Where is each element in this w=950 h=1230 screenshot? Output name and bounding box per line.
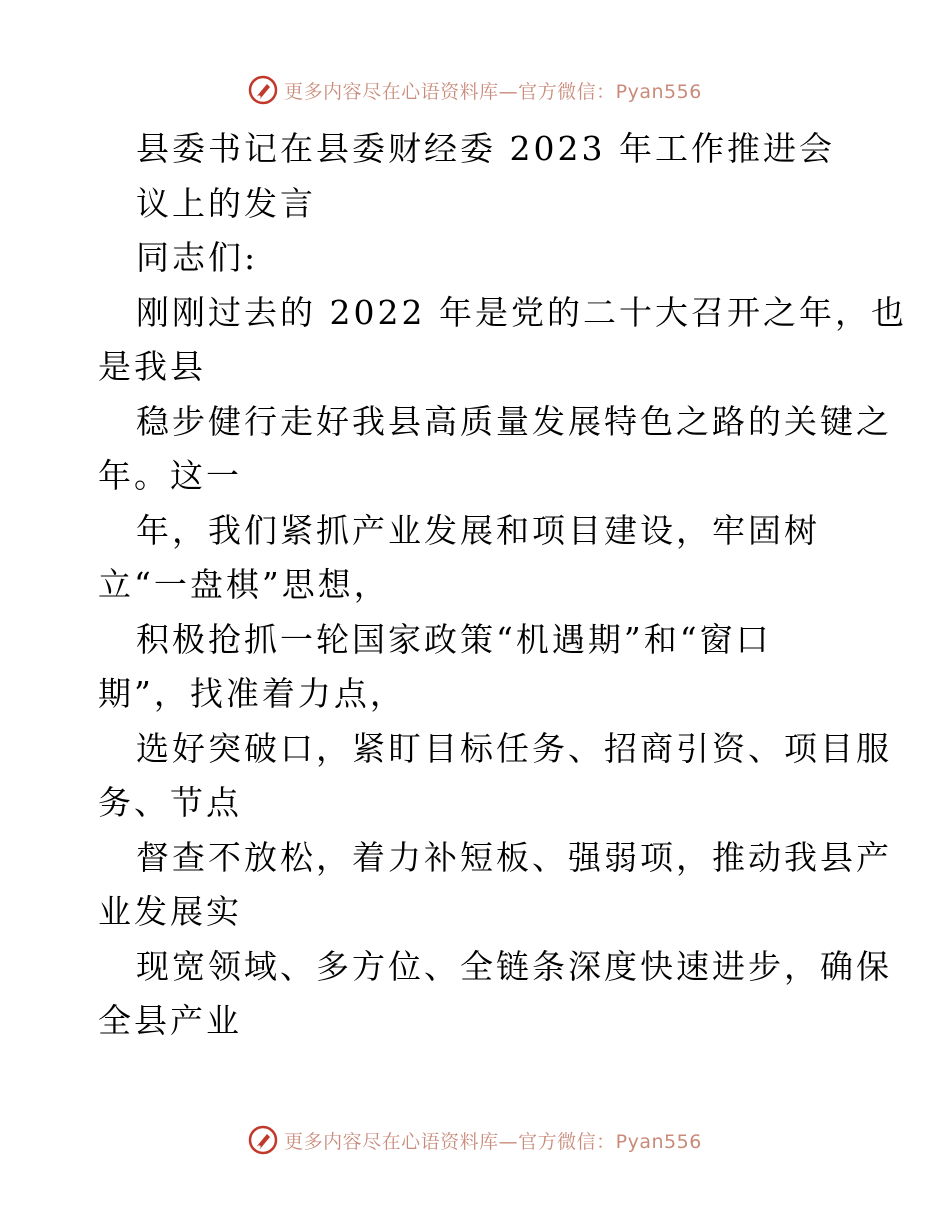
paragraph-line: 现宽领域、多方位、全链条深度快速进步，确保 xyxy=(136,946,892,986)
paragraph-line: 刚刚过去的 2022 年是党的二十大召开之年，也 xyxy=(136,292,907,332)
header-watermark xyxy=(0,70,950,110)
paragraph-line: 年，我们紧抓产业发展和项目建设，牢固树 xyxy=(136,510,820,550)
paragraph-line: 是我县 xyxy=(98,347,206,386)
watermark-text: 更多内容尽在心语资料库—官方微信：Pyan556 xyxy=(284,80,702,103)
footer-watermark xyxy=(0,1120,950,1160)
pen-nib-logo-icon xyxy=(248,1125,278,1155)
title-line-2: 议上的发言 xyxy=(136,183,316,223)
paragraph-line: 期”，找准着力点， xyxy=(98,674,406,713)
paragraph-line: 全县产业 xyxy=(98,1001,242,1040)
document-body xyxy=(98,122,907,1049)
paragraph-line: 立“一盘棋”思想， xyxy=(98,565,390,604)
salutation: 同志们: xyxy=(136,238,259,277)
paragraph-line: 督查不放松，着力补短板、强弱项，推动我县产 xyxy=(136,837,892,877)
paragraph-line: 年。这一 xyxy=(98,456,242,495)
paragraph-line: 积极抢抓一轮国家政策“机遇期”和“窗口 xyxy=(136,619,772,659)
paragraph-line: 务、节点 xyxy=(98,783,242,822)
paragraph-line: 业发展实 xyxy=(98,892,242,931)
pen-nib-logo-icon xyxy=(248,75,278,105)
title-line-1: 县委书记在县委财经委 2023 年工作推进会 xyxy=(136,129,835,168)
paragraph-line: 稳步健行走好我县高质量发展特色之路的关键之 xyxy=(136,401,892,441)
paragraph-line: 选好突破口，紧盯目标任务、招商引资、项目服 xyxy=(136,728,892,768)
watermark-text: 更多内容尽在心语资料库—官方微信：Pyan556 xyxy=(284,1130,702,1153)
